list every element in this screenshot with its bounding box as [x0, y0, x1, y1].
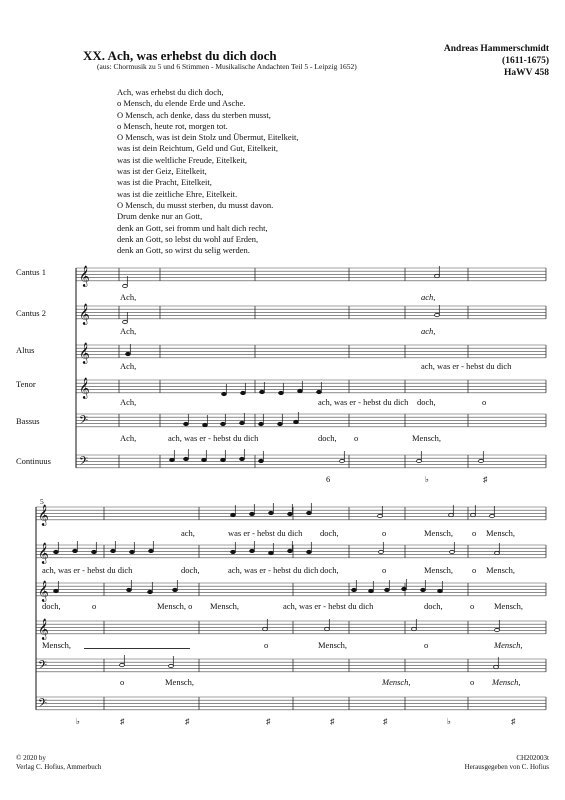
- figured-bass: ♯: [511, 716, 516, 726]
- staff-sys1-tenor: [76, 378, 546, 399]
- staff-sys1-bassus: [76, 414, 546, 430]
- edition-code: CH202003t: [516, 754, 549, 762]
- lyric: doch,: [417, 397, 436, 407]
- poem-line: O Mensch, ach denke, dass du sterben musst,: [117, 109, 271, 120]
- lyric: ach, was er - hebst du dich: [168, 433, 259, 443]
- poem-line: denk an Gott, sei fromm und halt dich recht,: [117, 222, 268, 233]
- lyric: Mensch,: [412, 433, 442, 443]
- poem-line: o Mensch, du elende Erde und Asche.: [117, 98, 246, 109]
- catalog-number: HaWV 458: [504, 68, 549, 78]
- lyric: o: [472, 565, 477, 575]
- lyric: ach, was er - hebst du dich: [283, 601, 374, 611]
- lyric: ach,: [181, 528, 195, 538]
- poem-line: was ist die weltliche Freude, Eitelkeit,: [117, 154, 248, 165]
- measure-number: 5: [40, 497, 44, 506]
- lyric: doch,: [318, 433, 337, 443]
- lyric: ach,: [421, 326, 436, 336]
- piece-title: XX. Ach, was erhebst du dich doch: [83, 48, 277, 63]
- figured-bass: ♯: [330, 716, 335, 726]
- lyric: Mensch,: [486, 528, 516, 538]
- lyric: doch,: [42, 601, 61, 611]
- lyric: o: [472, 528, 477, 538]
- lyric: Mensch,: [165, 677, 195, 687]
- figured-bass: ♭: [447, 716, 452, 726]
- poem-line: was ist die Pracht, Eitelkeit,: [117, 177, 212, 188]
- lyric: doch,: [181, 565, 200, 575]
- staff-sys2-continuus: [36, 697, 546, 713]
- lyric: was er - hebst du dich: [228, 528, 303, 538]
- staff-sys2-altus: [36, 581, 546, 602]
- lyric: Ach,: [120, 433, 137, 443]
- voice-label-tenor: Tenor: [16, 379, 36, 389]
- footer-left: [16, 754, 101, 772]
- lyric: o: [382, 528, 387, 538]
- lyric: Mensch,: [210, 601, 240, 611]
- figured-bass: ♯: [185, 716, 190, 726]
- lyric: Mensch,: [424, 528, 454, 538]
- voice-label-cantus-2: Cantus 2: [16, 308, 46, 318]
- lyric: o: [382, 565, 387, 575]
- lyric: ach, was er - hebst du dich: [42, 565, 133, 575]
- svg-text:𝄢: 𝄢: [38, 698, 48, 713]
- staff-sys1-continuus: [76, 455, 546, 471]
- poem-line: denk an Gott, so wirst du selig werden.: [117, 245, 250, 256]
- composer-name: Andreas Hammerschmidt: [443, 44, 549, 54]
- poem-line: Ach, was erhebst du dich doch,: [117, 87, 224, 97]
- svg-text:𝄞: 𝄞: [38, 505, 49, 525]
- editor: Herausgegeben von C. Hofius: [464, 763, 549, 771]
- lyric: Ach,: [120, 361, 137, 371]
- lyric: ach, was er - hebst du dich: [228, 565, 319, 575]
- poem-line: O Mensch, du musst sterben, du musst davon.: [117, 199, 274, 210]
- svg-text:𝄞: 𝄞: [38, 543, 49, 563]
- piece-source: (aus: Chormusik zu 5 und 6 Stimmen - Musikalische Andachten Teil 5 - Leipzig 1652): [97, 62, 357, 71]
- staff-sys1-cantus-1: [76, 266, 546, 287]
- poem-line: was ist die zeitliche Ehre, Eitelkeit.: [117, 188, 238, 199]
- lyric: Ach,: [120, 292, 137, 302]
- poem-line: Drum denke nur an Gott,: [117, 211, 203, 222]
- lyric: Mensch,: [382, 677, 411, 687]
- lyric: Mensch,: [318, 640, 348, 650]
- staff-sys2-tenor: [36, 619, 546, 640]
- melisma-line: [84, 648, 190, 649]
- voice-label-cantus-1: Cantus 1: [16, 267, 46, 277]
- lyric: o: [470, 601, 475, 611]
- lyric: ach, was er - hebst du dich: [421, 361, 512, 371]
- poem-line: O Mensch, was ist dein Stolz und Übermut, Eitelkeit,: [117, 132, 299, 143]
- lyric: o: [264, 640, 269, 650]
- lyric: o: [424, 640, 429, 650]
- lyric: doch,: [320, 528, 339, 538]
- staff-sys2-cantus-2: [36, 543, 546, 564]
- lyric: ach,: [421, 292, 436, 302]
- figured-bass: ♭: [425, 474, 430, 484]
- lyric: Mensch,: [494, 601, 524, 611]
- lyric: Mensch,: [492, 677, 521, 687]
- lyric: Mensch, o: [157, 601, 193, 611]
- svg-text:𝄞: 𝄞: [79, 266, 90, 286]
- copyright: © 2020 by: [16, 754, 46, 762]
- composer-years: (1611-1675): [502, 56, 549, 66]
- svg-text:𝄞: 𝄞: [79, 378, 90, 398]
- lyric: ach, was er - hebst du dich: [318, 397, 409, 407]
- poem-line: was ist dein Reichtum, Geld und Gut, Eitelkeit,: [117, 143, 279, 154]
- lyric: o: [470, 677, 475, 687]
- svg-text:𝄞: 𝄞: [38, 581, 49, 601]
- lyric: doch,: [320, 565, 339, 575]
- staff-sys2-bassus: [36, 659, 546, 675]
- lyric: o: [120, 677, 125, 687]
- poem-line: o Mensch, heute rot, morgen tot.: [117, 120, 228, 131]
- poem-line: denk an Gott, so lebst du wohl auf Erden,: [117, 233, 259, 244]
- figured-bass: ♯: [483, 474, 488, 484]
- lyric: Mensch,: [494, 640, 523, 650]
- lyric: o: [354, 433, 359, 443]
- figured-bass: ♯: [266, 716, 271, 726]
- lyric: o: [92, 601, 97, 611]
- poem-line: was ist der Geiz, Eitelkeit,: [117, 166, 207, 177]
- lyric: Mensch,: [42, 640, 72, 650]
- lyric: Mensch,: [486, 565, 516, 575]
- figured-bass: ♯: [383, 716, 388, 726]
- figured-bass: ♭: [76, 716, 81, 726]
- svg-text:𝄢: 𝄢: [38, 660, 48, 675]
- svg-text:𝄞: 𝄞: [79, 304, 90, 324]
- svg-text:𝄞: 𝄞: [38, 619, 49, 639]
- figured-bass: ♯: [120, 716, 125, 726]
- svg-text:𝄢: 𝄢: [79, 456, 89, 471]
- lyric: o: [482, 397, 487, 407]
- staff-sys1-cantus-2: [76, 304, 546, 325]
- svg-text:𝄢: 𝄢: [79, 415, 89, 430]
- svg-text:𝄞: 𝄞: [79, 343, 90, 363]
- voice-label-altus: Altus: [16, 345, 35, 355]
- lyric: Ach,: [120, 397, 137, 407]
- lyric: Ach,: [120, 326, 137, 336]
- footer-right: [465, 754, 549, 772]
- publisher: Verlag C. Hofius, Ammerbuch: [16, 763, 102, 771]
- voice-label-bassus: Bassus: [16, 416, 40, 426]
- figured-bass: 6: [326, 474, 331, 484]
- lyric: doch,: [424, 601, 443, 611]
- voice-label-continuus: Continuus: [16, 456, 51, 466]
- lyric: Mensch,: [424, 565, 454, 575]
